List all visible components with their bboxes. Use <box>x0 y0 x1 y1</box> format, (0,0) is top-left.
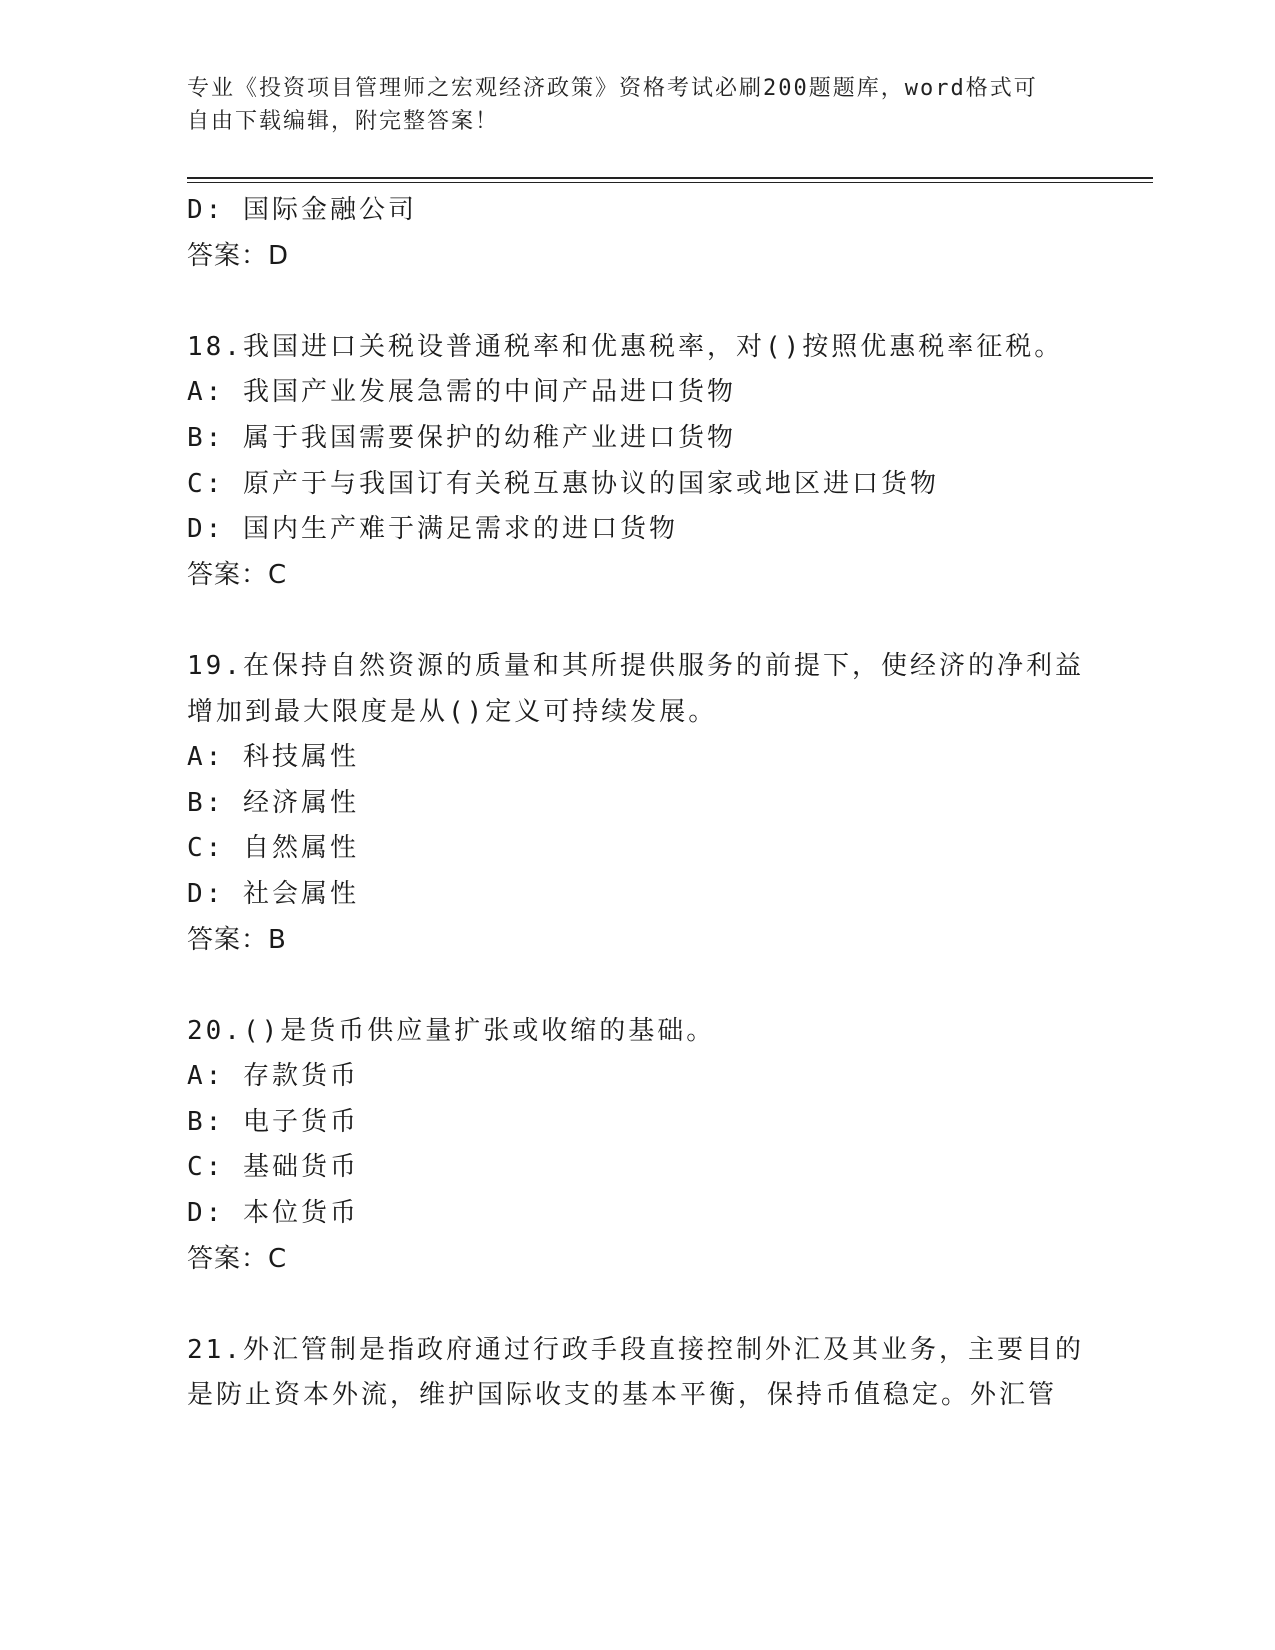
option-a: A: 存款货币 <box>187 1061 359 1092</box>
option-b: B: 经济属性 <box>187 787 359 818</box>
option-c: C: 原产于与我国订有关税互惠协议的国家或地区进口货物 <box>187 468 939 499</box>
option-d: D: 国内生产难于满足需求的进口货物 <box>187 514 678 545</box>
page-content <box>187 188 1087 1419</box>
header-rule <box>187 177 1153 179</box>
answer-line: 答案：D <box>187 240 290 271</box>
question-stem: 20.()是货币供应量扩张或收缩的基础。 <box>187 1015 716 1046</box>
option-c: C: 自然属性 <box>187 833 359 864</box>
question-stem: 19.在保持自然资源的质量和其所提供服务的前提下，使经济的净利益 <box>187 650 1084 681</box>
question-stem: 18.我国进口关税设普通税率和优惠税率，对()按照优惠税率征税。 <box>187 331 1064 362</box>
spacer <box>187 963 1087 1009</box>
question-stem-continued: 增加到最大限度是从()定义可持续发展。 <box>187 696 718 727</box>
option-a: A: 科技属性 <box>187 742 359 773</box>
header-line-1: 专业《投资项目管理师之宏观经济政策》资格考试必刷200题题库，word格式可 <box>187 76 1038 101</box>
option-b: B: 属于我国需要保护的幼稚产业进口货物 <box>187 422 736 453</box>
question-block-18 <box>187 325 1087 599</box>
answer-line: 答案：C <box>187 1243 288 1274</box>
option-c: C: 基础货币 <box>187 1152 359 1183</box>
spacer <box>187 598 1087 644</box>
spacer <box>187 1282 1087 1328</box>
question-block-21 <box>187 1328 1087 1419</box>
question-block-17-tail <box>187 188 1087 279</box>
answer-line: 答案：C <box>187 559 288 590</box>
option-b: B: 电子货币 <box>187 1106 359 1137</box>
question-stem: 21.外汇管制是指政府通过行政手段直接控制外汇及其业务，主要目的 <box>187 1334 1084 1365</box>
option-d: D: 社会属性 <box>187 878 359 909</box>
question-stem-continued: 是防止资本外流，维护国际收支的基本平衡，保持币值稳定。外汇管 <box>187 1380 1058 1411</box>
header-line-2: 自由下载编辑，附完整答案！ <box>187 109 500 134</box>
question-block-20 <box>187 1009 1087 1283</box>
question-block-19 <box>187 644 1087 963</box>
option-a: A: 我国产业发展急需的中间产品进口货物 <box>187 377 736 408</box>
page-header <box>187 72 1077 138</box>
spacer <box>187 279 1087 325</box>
header-rule-thin <box>187 182 1153 183</box>
option-d: D: 国际金融公司 <box>187 195 417 225</box>
option-d: D: 本位货币 <box>187 1198 359 1229</box>
answer-line: 答案：B <box>187 924 287 955</box>
